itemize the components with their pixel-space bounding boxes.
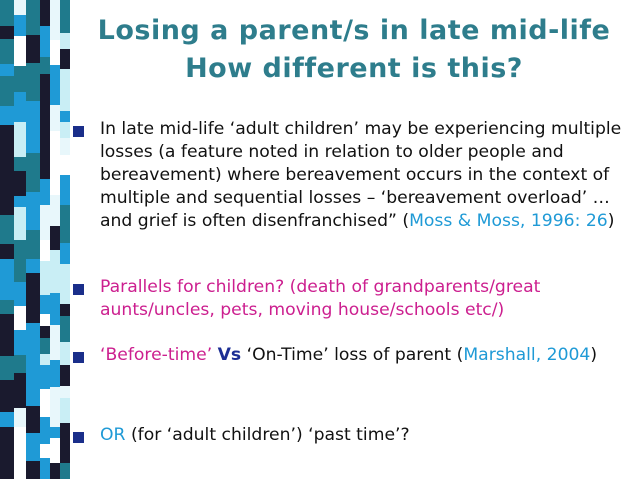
- strip-block: [14, 15, 26, 36]
- strip-block: [40, 45, 50, 57]
- strip-block: [40, 125, 50, 156]
- strip-block: [40, 0, 50, 26]
- bullet-3-text: [100, 344, 636, 367]
- bullet-4-text: [100, 424, 636, 447]
- strip-block: [26, 230, 40, 259]
- strip-block: [40, 417, 50, 444]
- strip-block: [40, 156, 50, 179]
- strip-block: [0, 157, 14, 183]
- or-term: OR: [100, 425, 126, 445]
- strip-block: [14, 157, 26, 171]
- strip-block: [0, 39, 14, 64]
- strip-block: [0, 215, 14, 244]
- strip-block: [40, 365, 50, 389]
- before-time-term: ‘Before-time’: [100, 345, 213, 365]
- square-bullet-icon: [73, 284, 84, 295]
- strip-block: [40, 458, 50, 479]
- strip-block: [0, 427, 14, 452]
- strip-block: [14, 0, 26, 15]
- strip-block: [14, 373, 26, 408]
- strip-block: [60, 304, 70, 316]
- strip-block: [40, 26, 50, 45]
- bullet-1-text: [100, 118, 636, 233]
- strip-block: [26, 406, 40, 421]
- strip-block: [40, 179, 50, 205]
- bullet-1-body: In late mid-life ‘adult children’ may be experiencing multiple losses (a feature noted in relation to older people and bereavement) where bereavement occurs in the context of multiple and sequential losses – ‘bereavement overload’ … and grief is often disenfranchised” (: [100, 119, 622, 231]
- strip-block: [40, 110, 50, 125]
- bullet-4-rest: (for ‘adult children’) ‘past time’?: [130, 425, 410, 445]
- strip-block: [40, 57, 50, 74]
- strip-block: [0, 125, 14, 157]
- strip-block: [26, 357, 40, 389]
- strip-block: [14, 306, 26, 330]
- strip-block: [26, 323, 40, 357]
- square-bullet-icon: [73, 126, 84, 137]
- strip-block: [40, 74, 50, 110]
- strip-block: [60, 138, 70, 155]
- strip-block: [26, 433, 40, 461]
- strip-block: [60, 463, 70, 479]
- square-bullet-icon: [73, 352, 84, 363]
- strip-block: [0, 356, 14, 380]
- strip-block: [40, 215, 50, 240]
- strip-block: [26, 153, 40, 163]
- strip-block: [60, 0, 70, 33]
- strip-block: [0, 452, 14, 479]
- strip-block: [60, 33, 70, 49]
- strip-block: [60, 111, 70, 122]
- strip-block: [60, 122, 70, 138]
- citation-marshall: Marshall, 2004: [463, 345, 591, 365]
- strip-block: [60, 243, 70, 264]
- strip-block: [60, 49, 70, 69]
- strip-block: [40, 444, 50, 458]
- strip-block: [60, 365, 70, 386]
- strip-block: [14, 122, 26, 157]
- strip-block: [60, 386, 70, 398]
- strip-block: [0, 64, 14, 76]
- strip-block: [60, 342, 70, 365]
- strip-block: [14, 207, 26, 240]
- decorative-left-strip: [0, 0, 70, 479]
- bullet-2-text: Parallels for children? (death of grandparents/great aunts/uncles, pets, moving house/schools etc/): [100, 277, 541, 320]
- strip-block: [60, 175, 70, 205]
- slide-title: [70, 12, 638, 88]
- strip-block: [0, 244, 14, 259]
- strip-block: [40, 205, 50, 215]
- bullet-1-end: ): [607, 211, 615, 231]
- on-time-text: ‘On-Time’ loss of parent (: [246, 345, 464, 365]
- strip-block: [60, 155, 70, 175]
- bullet-3-end: ): [590, 345, 598, 365]
- strip-block: [40, 354, 50, 365]
- strip-block: [14, 282, 26, 306]
- strip-block: [60, 423, 70, 463]
- strip-block: [14, 66, 26, 92]
- strip-block: [0, 26, 14, 39]
- strip-block: [14, 408, 26, 427]
- strip-block: [60, 398, 70, 423]
- strip-block: [60, 205, 70, 243]
- strip-block: [14, 355, 26, 373]
- strip-block: [26, 84, 40, 101]
- strip-block: [0, 412, 14, 427]
- strip-block: [26, 192, 40, 205]
- strip-block: [40, 326, 50, 338]
- strip-block: [40, 295, 50, 314]
- strip-block: [26, 389, 40, 406]
- strip-block: [14, 48, 26, 66]
- strip-block: [26, 134, 40, 153]
- strip-block: [40, 314, 50, 326]
- strip-block: [26, 205, 40, 230]
- strip-block: [26, 313, 40, 323]
- strip-block: [0, 106, 14, 125]
- title-line-2: How different is this?: [185, 53, 523, 84]
- strip-block: [40, 261, 50, 295]
- strip-block: [40, 338, 50, 354]
- strip-block: [26, 421, 40, 433]
- title-line-1: Losing a parent/s in late mid-life: [97, 15, 611, 46]
- strip-block: [60, 69, 70, 111]
- citation-moss: Moss & Moss, 1996: 26: [409, 211, 608, 231]
- strip-block: [26, 63, 40, 84]
- strip-block: [60, 264, 70, 304]
- strip-block: [14, 92, 26, 122]
- strip-block: [26, 35, 40, 63]
- strip-block: [14, 427, 26, 466]
- strip-block: [26, 101, 40, 134]
- strip-block: [0, 76, 14, 106]
- vs-term: Vs: [217, 345, 242, 365]
- strip-block: [14, 196, 26, 207]
- strip-block: [26, 461, 40, 479]
- strip-block: [0, 314, 14, 356]
- strip-block: [26, 163, 40, 192]
- strip-block: [0, 0, 14, 26]
- strip-block: [40, 240, 50, 261]
- strip-block: [40, 389, 50, 417]
- strip-block: [60, 316, 70, 342]
- strip-block: [0, 380, 14, 412]
- strip-block: [14, 36, 26, 48]
- strip-block: [14, 240, 26, 282]
- square-bullet-icon: [73, 432, 84, 443]
- strip-block: [26, 0, 40, 35]
- strip-block: [0, 300, 14, 314]
- strip-block: [14, 171, 26, 196]
- strip-block: [14, 466, 26, 479]
- strip-block: [0, 259, 14, 300]
- strip-block: [26, 273, 40, 313]
- strip-block: [14, 330, 26, 355]
- strip-block: [0, 183, 14, 215]
- strip-block: [26, 259, 40, 273]
